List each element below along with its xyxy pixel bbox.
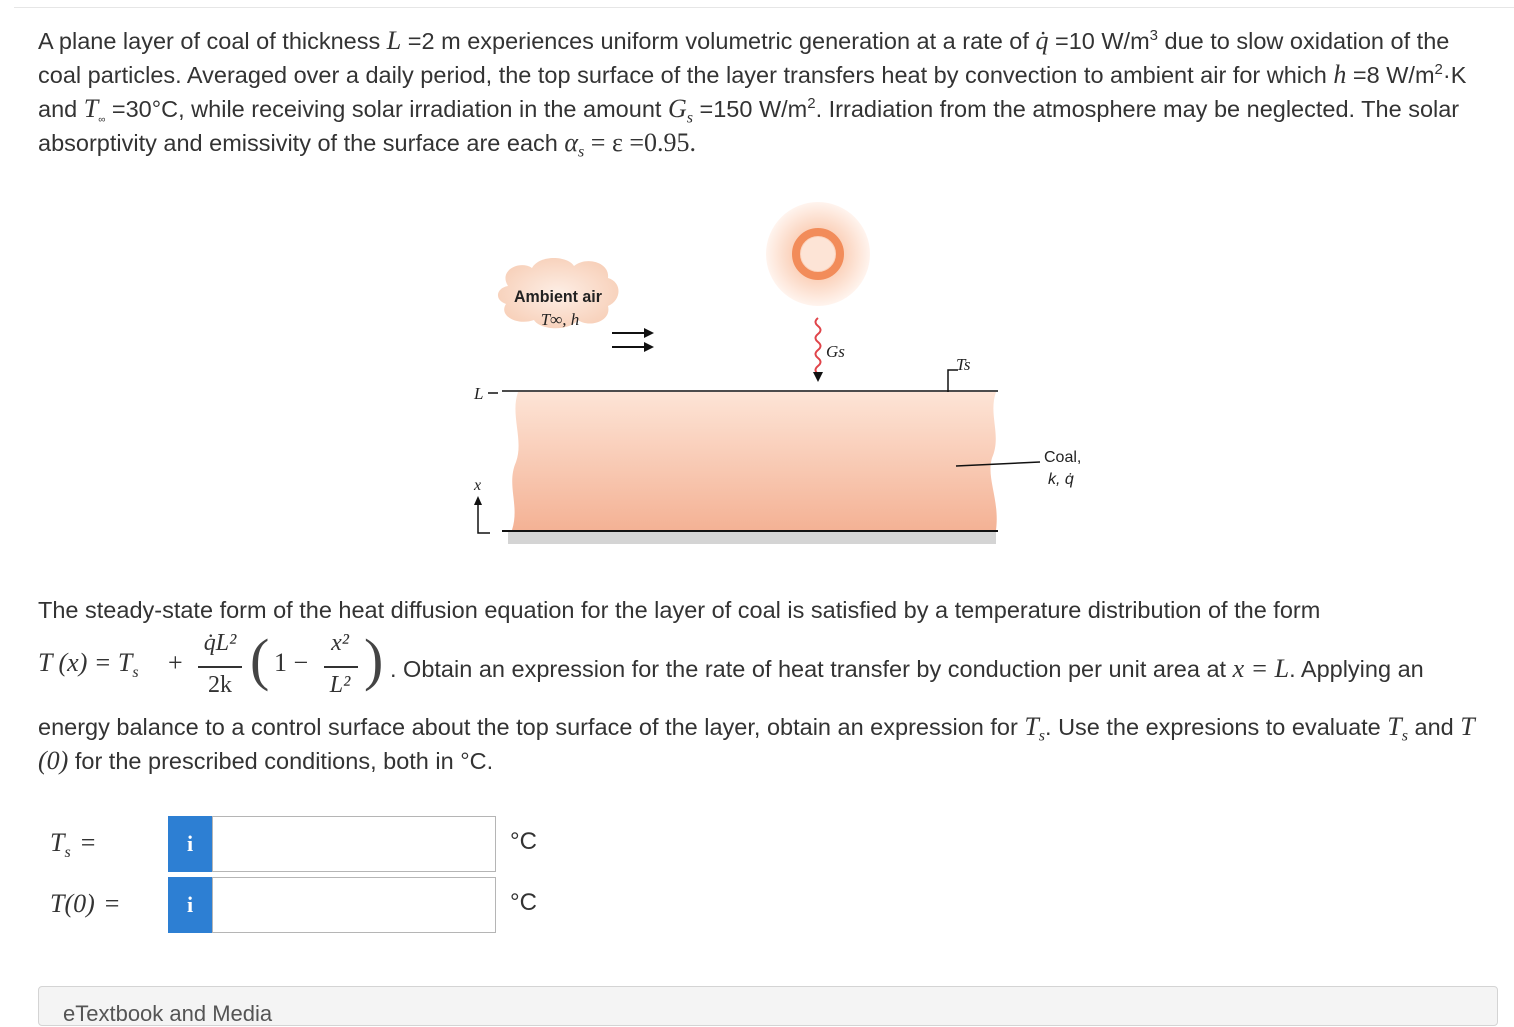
formula-num2: x²: [331, 630, 349, 656]
ts-answer-input[interactable]: [212, 816, 496, 872]
air-flow-arrows: [612, 328, 654, 352]
solar-irradiation-arrow: [813, 318, 823, 382]
etextbook-media-label: eTextbook and Media: [63, 1001, 273, 1026]
answer-row-ts: [38, 816, 638, 872]
info-button-ts[interactable]: i: [168, 816, 212, 872]
l-label: L: [474, 384, 484, 403]
gs-label: Gs: [826, 342, 845, 361]
formula-den2: L²: [329, 672, 351, 698]
sun-icon: [766, 202, 870, 306]
formula-trailing-text: . Obtain an expression for the rate of heat transfer by conduction per unit area at x = L. Applying an: [390, 654, 1424, 683]
problem-paragraph-1: A plane layer of coal of thickness L =2 m experiences uniform volumetric generation at a rate of q̇ =10 $W/m^3$ due to slow oxidation of the coal particles. Averaged over a daily period, the top surface of the layer transfers heat by convection to ambient air for which h =8 $W/m^2\cdot K$ and $T_\infty =30^\circ C$, while receiving solar irradiation in the amount $G_s =150$ $W/m^2$. Irradiation from the atmosphere may be neglected. The solar absorptivity and emissivity of the surface are each $\alpha_s = \varepsilon =0.95$.: [38, 26, 1467, 161]
answer-label-ts: $T_s$ =: [50, 828, 96, 862]
ts-label: Ts: [956, 355, 971, 374]
formula-den1: 2k: [208, 672, 232, 698]
ambient-air-vars: T∞, h: [540, 310, 580, 329]
info-button-t0[interactable]: i: [168, 877, 212, 933]
ambient-air-title: Ambient air: [514, 287, 602, 306]
unit-label-ts: °C: [510, 828, 537, 855]
x-axis-arrow: [474, 496, 490, 533]
coal-layer: [512, 392, 997, 530]
coal-layer-diagram: [440, 200, 1120, 560]
ground-base: [508, 532, 996, 544]
temperature-distribution-formula: [38, 628, 1508, 708]
answer-label-t0: T(0) =: [50, 889, 120, 918]
problem-paragraph-2: The steady-state form of the heat diffusion equation for the layer of coal is satisfied by a temperature distribution of the form: [38, 597, 1321, 623]
t0-answer-input[interactable]: [212, 877, 496, 933]
right-paren: ): [364, 627, 384, 692]
etextbook-media-panel[interactable]: [38, 986, 1498, 1026]
coal-label: Coal,: [1044, 449, 1082, 466]
left-paren: (: [250, 627, 270, 692]
formula-one-minus: 1 −: [274, 648, 309, 677]
x-axis-label: x: [474, 477, 482, 494]
problem-paragraph-3: energy balance to a control surface about the top surface of the layer, obtain an expression for $T_s$. Use the expresions to evaluate $T_s$ and T (0) for the prescribed conditions, both in °C.: [38, 712, 1475, 775]
formula-num1: q̇L²: [203, 630, 237, 656]
formula-bar1: [198, 666, 242, 668]
formula-bar2: [324, 666, 358, 668]
coal-vars: k, q̇: [1048, 471, 1074, 488]
answer-row-t0: [38, 877, 638, 933]
unit-label-t0: °C: [510, 889, 537, 916]
top-divider: [14, 7, 1514, 8]
formula-plus: +: [168, 648, 183, 677]
formula-lhs: T $(x) = T_s$: [38, 648, 139, 682]
